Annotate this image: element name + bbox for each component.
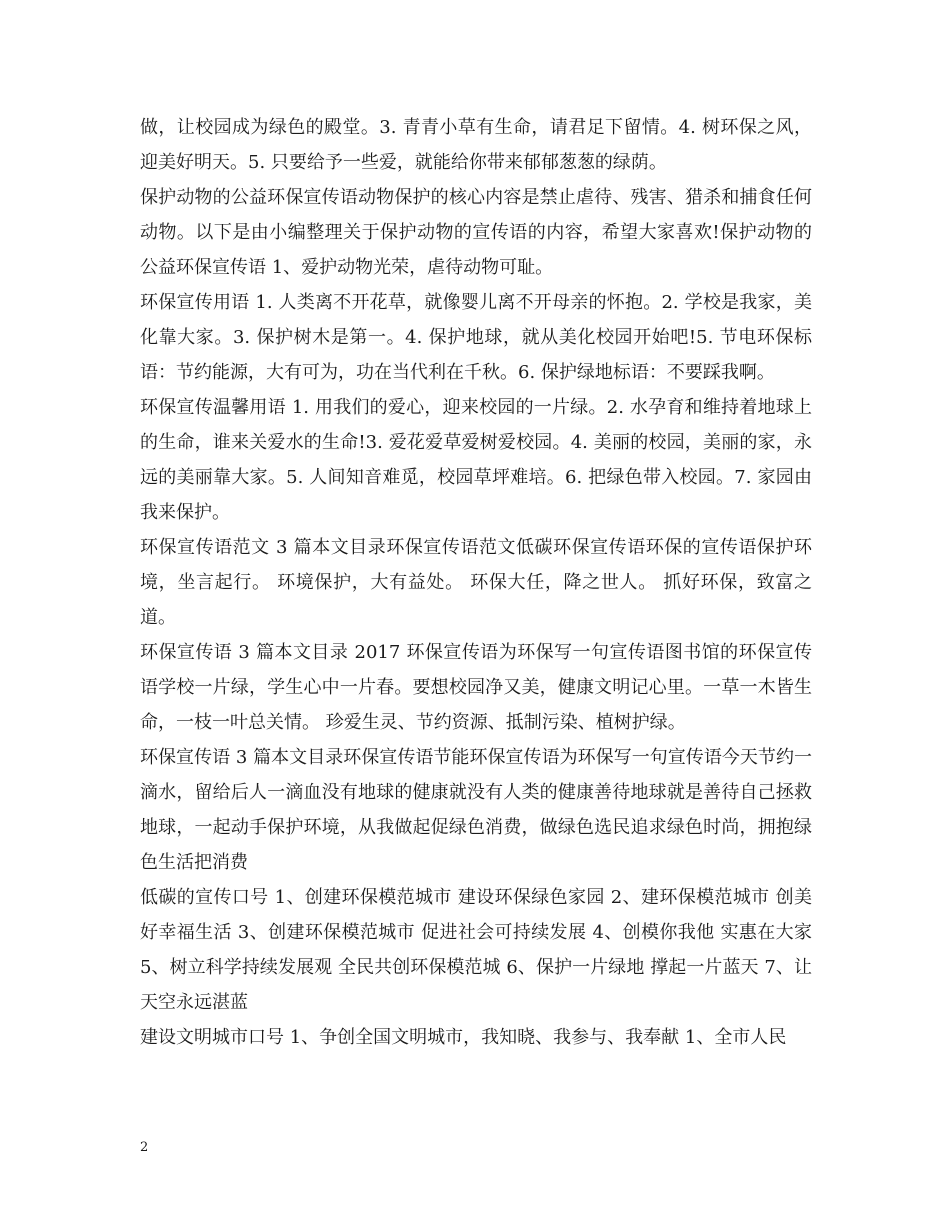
paragraph-9: 建设文明城市口号 1、争创全国文明城市，我知晓、我参与、我奉献 1、全市人民	[140, 1027, 787, 1048]
paragraph-2: 保护动物的公益环保宣传语动物保护的核心内容是禁止虐待、残害、猎杀和捕食任何动物。以下是由小编整理关于保护动物的宣传语的内容，希望大家喜欢!保护动物的公益环保宣传语 1、爱护动物光荣，虐待动物可耻。	[140, 187, 812, 278]
paragraph-7: 环保宣传语 3 篇本文目录环保宣传语节能环保宣传语为环保写一句宣传语今天节约一滴水，留给后人一滴血没有地球的健康就没有人类的健康善待地球就是善待自己拯救地球，一起动手保护环境，从我做起促绿色消费，做绿色选民追求绿色时尚，拥抱绿色生活把消费	[140, 747, 812, 873]
paragraph-3: 环保宣传用语 1. 人类离不开花草，就像婴儿离不开母亲的怀抱。2. 学校是我家，美化靠大家。3. 保护树木是第一。4. 保护地球，就从美化校园开始吧!5. 节电环保标语：节约能源，大有可为，功在当代利在千秋。6. 保护绿地标语：不要踩我啊。	[140, 292, 812, 383]
page-number: 2	[140, 1140, 149, 1155]
document-body	[140, 110, 812, 1055]
paragraph-8: 低碳的宣传口号 1、创建环保模范城市 建设环保绿色家园 2、建环保模范城市 创美好幸福生活 3、创建环保模范城市 促进社会可持续发展 4、创模你我他 实惠在大家 5、树立科学持续发展观 全民共创环保模范城 6、保护一片绿地 撑起一片蓝天 7、让天空永远湛蓝	[140, 887, 812, 1013]
paragraph-6: 环保宣传语 3 篇本文目录 2017 环保宣传语为环保写一句宣传语图书馆的环保宣传语学校一片绿，学生心中一片春。要想校园净又美，健康文明记心里。一草一木皆生命，一枝一叶总关情。 珍爱生灵、节约资源、抵制污染、植树护绿。	[140, 642, 812, 733]
paragraph-5: 环保宣传语范文 3 篇本文目录环保宣传语范文低碳环保宣传语环保的宣传语保护环境，坐言起行。 环境保护，大有益处。 环保大任，降之世人。 抓好环保，致富之道。	[140, 537, 812, 628]
paragraph-1: 做，让校园成为绿色的殿堂。3. 青青小草有生命，请君足下留情。4. 树环保之风，迎美好明天。5. 只要给予一些爱，就能给你带来郁郁葱葱的绿荫。	[140, 117, 812, 173]
paragraph-4: 环保宣传温馨用语 1. 用我们的爱心，迎来校园的一片绿。2. 水孕育和维持着地球上的生命，谁来关爱水的生命!3. 爱花爱草爱树爱校园。4. 美丽的校园，美丽的家，永远的美丽靠大家。5. 人间知音难觅，校园草坪难培。6. 把绿色带入校园。7. 家园由我来保护。	[140, 397, 812, 523]
